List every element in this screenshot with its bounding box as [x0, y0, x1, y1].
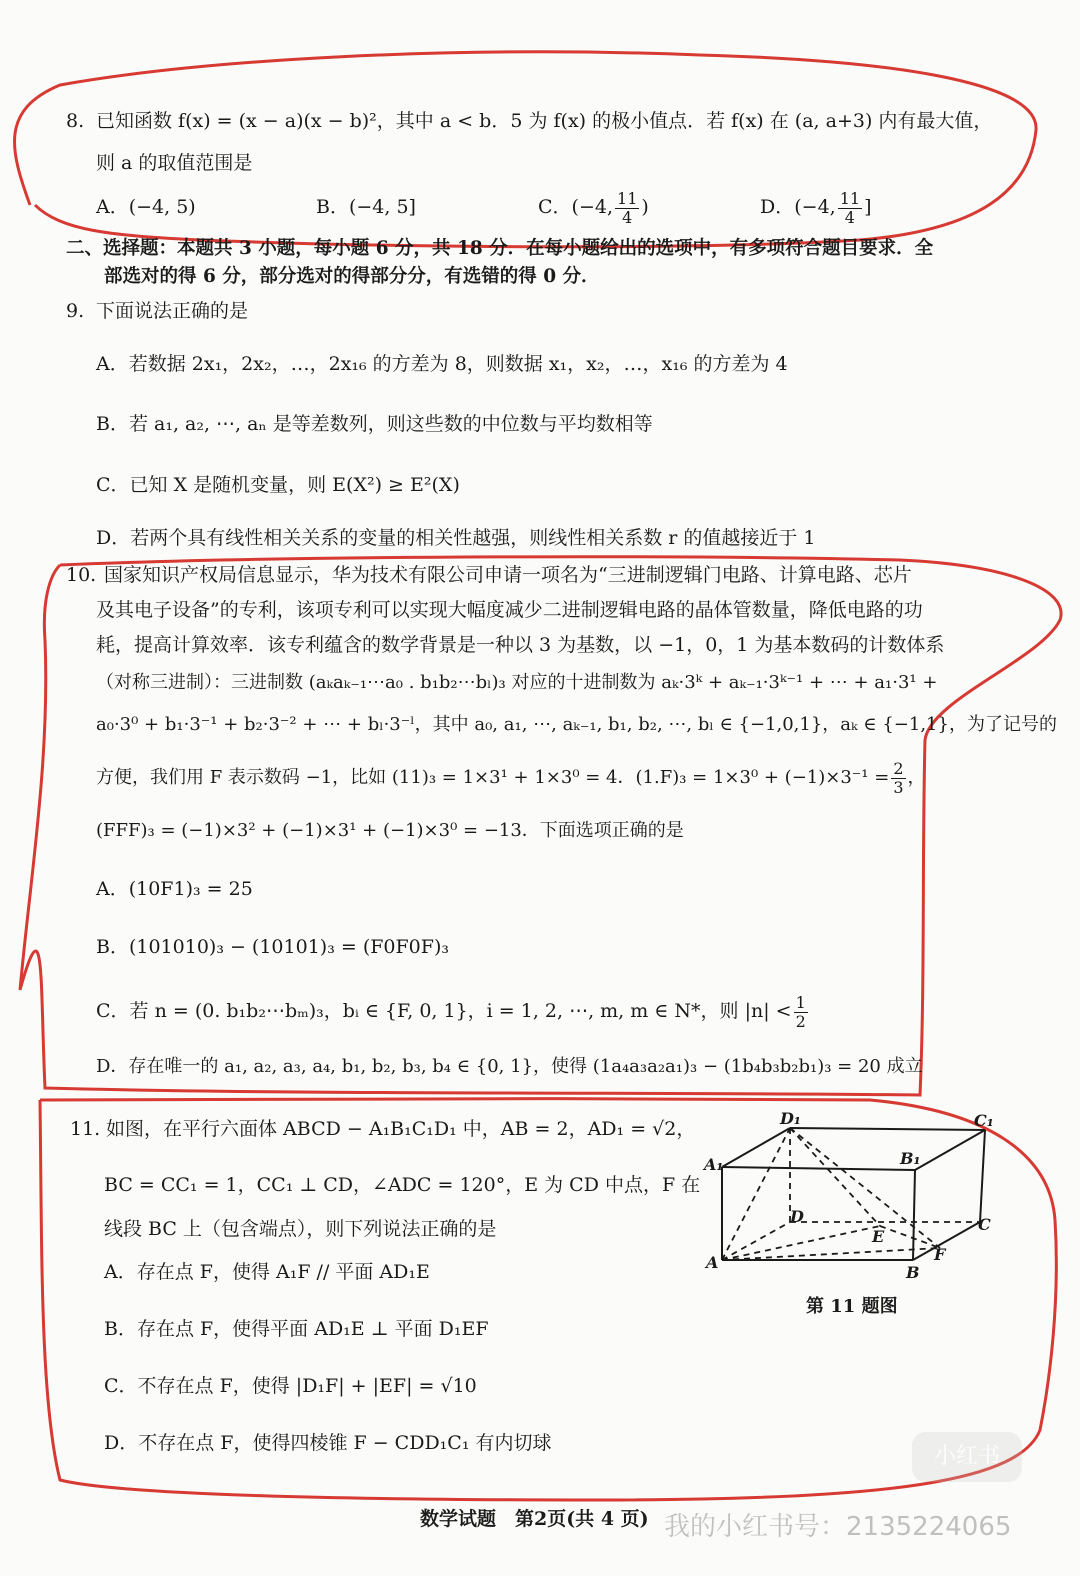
q8-option-a[interactable]: A．(−4, 5): [96, 196, 196, 218]
q9-option-c[interactable]: C．已知 X 是随机变量，则 E(X²) ≥ E²(X): [96, 474, 460, 496]
q8-option-d[interactable]: [760, 190, 871, 226]
q11-line1: 如图，在平行六面体 ABCD − A₁B₁C₁D₁ 中，AB = 2，AD₁ = √2，: [106, 1118, 696, 1140]
q10-option-c-numerator: 1: [795, 993, 806, 1012]
fig-label-f: F: [934, 1245, 946, 1264]
q9-option-b[interactable]: B．若 a₁, a₂, ⋯, aₙ 是等差数列，则这些数的中位数与平均数相等: [96, 413, 653, 435]
q11-line3: 线段 BC 上（包含端点），则下列说法正确的是: [104, 1218, 497, 1240]
fig-label-d1: D₁: [780, 1112, 801, 1128]
q8-option-d-numerator: 11: [839, 189, 861, 208]
q8-option-c-right: ): [641, 196, 649, 219]
q8-option-b[interactable]: B．(−4, 5]: [316, 196, 416, 218]
q9-option-d[interactable]: D．若两个具有线性相关关系的变量的相关性越强，则线性相关系数 r 的值越接近于 1: [96, 527, 816, 549]
q8-option-d-denominator: 4: [844, 207, 855, 227]
q8-option-d-right: ]: [864, 196, 872, 219]
q10-line4: （对称三进制）：三进制数 (aₖaₖ₋₁⋯a₀ . b₁b₂⋯bₗ)₃ 对应的十进制数为 aₖ·3ᵏ + aₖ₋₁·3ᵏ⁻¹ + ⋯ + a₁·3¹ +: [96, 672, 938, 693]
q8-stem-line2: 则 a 的取值范围是: [96, 152, 253, 174]
q8-option-c-denominator: 4: [622, 207, 633, 227]
fig-label-a: A: [706, 1253, 719, 1272]
section2-header-line2: 部选对的得 6 分，部分选对的得部分分，有选错的得 0 分．: [104, 266, 600, 287]
q10-option-c-text: C．若 n = (0. b₁b₂⋯bₘ)₃，bᵢ ∈ {F, 0, 1}，i = 1, 2, ⋯, m, m ∈ N*，则 |n| <: [96, 1000, 792, 1023]
q11-option-b[interactable]: B．存在点 F，使得平面 AD₁E ⊥ 平面 D₁EF: [104, 1318, 489, 1340]
fig-label-b1: B₁: [900, 1149, 921, 1168]
q10-line3: 耗，提高计算效率．该专利蕴含的数学背景是一种以 3 为基数，以 −1，0，1 为基本数码的计数体系: [96, 634, 945, 656]
fig-label-c: C: [978, 1215, 991, 1234]
q11-number: 11.: [70, 1118, 101, 1140]
q8-option-c-fraction: [615, 190, 639, 226]
fig-label-d: D: [790, 1207, 804, 1226]
q8-option-c-label: C．: [538, 196, 572, 219]
q10-line6-fraction: [891, 760, 905, 796]
q8-option-d-left: (−4,: [794, 196, 836, 219]
q10-line6-denominator: 3: [893, 777, 904, 797]
q8-option-c-left: (−4,: [571, 196, 614, 219]
q8-number: 8.: [66, 110, 85, 132]
q10-number: 10.: [66, 564, 97, 586]
q8-stem-line1: 已知函数 f(x) = (x − a)(x − b)²，其中 a < b．5 为 f(x) 的极小值点．若 f(x) 在 (a, a+3) 内有最大值，: [96, 110, 993, 132]
q11-line2: BC = CC₁ = 1，CC₁ ⊥ CD，∠ADC = 120°，E 为 CD 中点，F 在: [104, 1174, 701, 1196]
q10-line6: [96, 760, 926, 796]
q11-figure: [700, 1112, 1010, 1292]
q10-line6-text: 方便，我们用 F 表示数码 −1，比如 (11)₃ = 1×3¹ + 1×3⁰ = 4．(1.F)₃ = 1×3⁰ + (−1)×3⁻¹ =: [96, 767, 890, 789]
q10-option-c[interactable]: [96, 994, 810, 1030]
fig-label-b: B: [906, 1263, 920, 1282]
page-footer: 数学试题 第2页(共 4 页): [420, 1508, 649, 1530]
q8-option-d-fraction: [838, 190, 862, 226]
q10-line5: a₀·3⁰ + b₁·3⁻¹ + b₂·3⁻² + ⋯ + bₗ·3⁻ˡ，其中 a₀, a₁, ⋯, aₖ₋₁, b₁, b₂, ⋯, bₗ ∈ {−1,0,1}，aₖ ∈ {−1,1}，为了记号的: [96, 714, 1057, 735]
q10-line6-numerator: 2: [893, 759, 904, 778]
q8-option-c-numerator: 11: [617, 189, 638, 208]
q9-option-a[interactable]: A．若数据 2x₁，2x₂，…，2x₁₆ 的方差为 8，则数据 x₁，x₂，…，x₁₆ 的方差为 4: [96, 353, 788, 375]
watermark-logo: 小红书: [912, 1432, 1022, 1482]
q10-line7: (FFF)₃ = (−1)×3² + (−1)×3¹ + (−1)×3⁰ = −13．下面选项正确的是: [96, 820, 684, 841]
q10-option-c-denominator: 2: [795, 1011, 806, 1031]
section2-header-line1: 二、选择题：本题共 3 小题，每小题 6 分，共 18 分．在每小题给出的选项中，有多项符合题目要求．全: [66, 238, 934, 259]
q9-number: 9.: [66, 300, 85, 322]
fig-label-a1: A₁: [704, 1155, 724, 1174]
fig-label-e: E: [872, 1227, 885, 1246]
q10-option-c-fraction: [794, 994, 808, 1030]
q10-line1: 国家知识产权局信息显示，华为技术有限公司申请一项名为“三进制逻辑门电路、计算电路、芯片: [104, 564, 912, 586]
fig-label-c1: C₁: [974, 1112, 994, 1130]
q8-option-d-label: D．: [760, 196, 795, 219]
q8-option-c[interactable]: [538, 190, 649, 226]
q10-option-b[interactable]: B．(101010)₃ − (10101)₃ = (F0F0F)₃: [96, 936, 449, 958]
q10-line6-tail: ，: [907, 767, 926, 789]
q10-line2: 及其电子设备”的专利，该项专利可以实现大幅度减少二进制逻辑电路的晶体管数量，降低电路的功: [96, 599, 923, 621]
q10-option-d[interactable]: D．存在唯一的 a₁, a₂, a₃, a₄, b₁, b₂, b₃, b₄ ∈ {0, 1}，使得 (1a₄a₃a₂a₁)₃ − (1b₄b₃b₂b₁)₃ = 20 成立: [96, 1056, 923, 1077]
q11-figure-caption: 第 11 题图: [806, 1296, 898, 1317]
q9-stem: 下面说法正确的是: [96, 300, 249, 322]
watermark-text: 我的小红书号：2135224065: [664, 1512, 1012, 1542]
q10-option-a[interactable]: A．(10F1)₃ = 25: [96, 878, 253, 900]
q11-option-c[interactable]: C．不存在点 F，使得 |D₁F| + |EF| = √10: [104, 1375, 477, 1397]
q11-option-a[interactable]: A．存在点 F，使得 A₁F // 平面 AD₁E: [104, 1261, 430, 1283]
q11-option-d[interactable]: D．不存在点 F，使得四棱锥 F − CDD₁C₁ 有内切球: [104, 1432, 552, 1454]
